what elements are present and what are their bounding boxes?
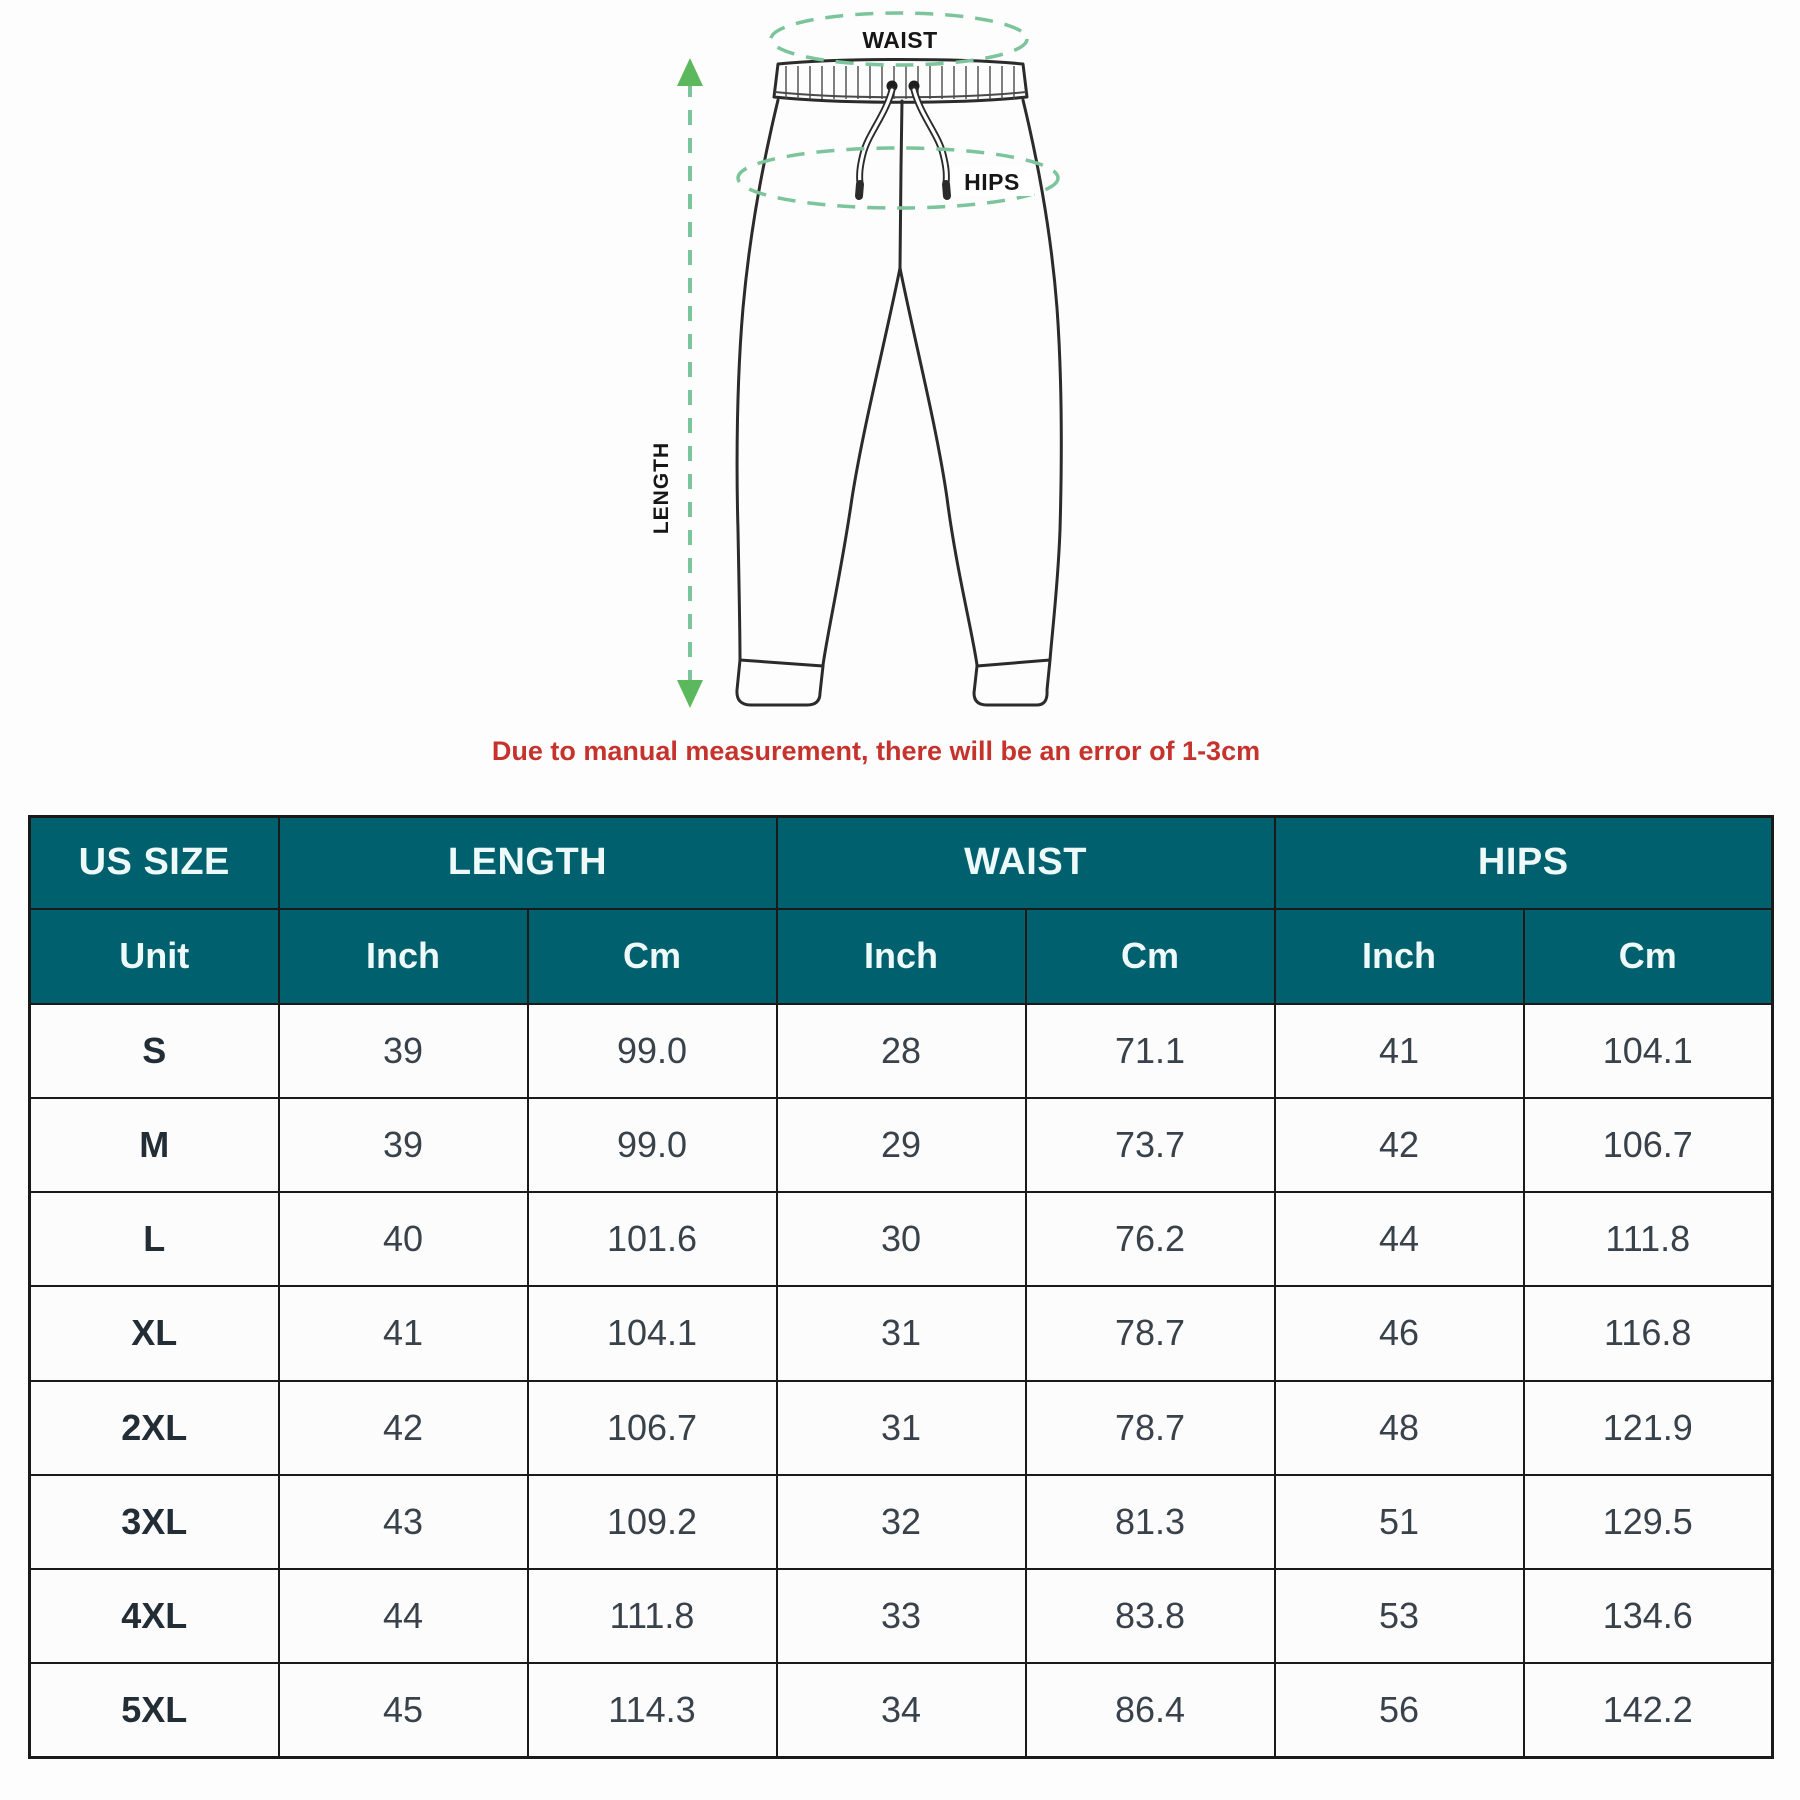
header-hips: HIPS — [1275, 817, 1773, 909]
unit-header-cell: Cm — [1026, 909, 1275, 1004]
length-arrow — [677, 58, 703, 708]
value-cell: 99.0 — [528, 1098, 777, 1192]
value-cell: 99.0 — [528, 1004, 777, 1098]
unit-header-cell: Unit — [30, 909, 279, 1004]
size-cell: 3XL — [30, 1475, 279, 1569]
table-row — [30, 1569, 1773, 1663]
table-row — [30, 1381, 1773, 1475]
size-cell: M — [30, 1098, 279, 1192]
value-cell: 106.7 — [528, 1381, 777, 1475]
header-waist: WAIST — [777, 817, 1275, 909]
value-cell: 106.7 — [1524, 1098, 1773, 1192]
unit-header-cell: Cm — [528, 909, 777, 1004]
size-cell: XL — [30, 1286, 279, 1380]
value-cell: 142.2 — [1524, 1663, 1773, 1757]
value-cell: 104.1 — [1524, 1004, 1773, 1098]
value-cell: 104.1 — [528, 1286, 777, 1380]
table-row — [30, 1286, 1773, 1380]
value-cell: 73.7 — [1026, 1098, 1275, 1192]
value-cell: 29 — [777, 1098, 1026, 1192]
size-cell: L — [30, 1192, 279, 1286]
value-cell: 33 — [777, 1569, 1026, 1663]
value-cell: 48 — [1275, 1381, 1524, 1475]
unit-header-cell: Cm — [1524, 909, 1773, 1004]
value-cell: 78.7 — [1026, 1286, 1275, 1380]
value-cell: 116.8 — [1524, 1286, 1773, 1380]
value-cell: 78.7 — [1026, 1381, 1275, 1475]
table-row — [30, 1192, 1773, 1286]
measurement-error-note: Due to manual measurement, there will be an error of 1-3cm — [491, 736, 1261, 766]
value-cell: 134.6 — [1524, 1569, 1773, 1663]
value-cell: 81.3 — [1026, 1475, 1275, 1569]
value-cell: 71.1 — [1026, 1004, 1275, 1098]
value-cell: 39 — [279, 1004, 528, 1098]
table-row — [30, 1004, 1773, 1098]
value-cell: 101.6 — [528, 1192, 777, 1286]
value-cell: 44 — [1275, 1192, 1524, 1286]
size-cell: S — [30, 1004, 279, 1098]
header-length: LENGTH — [279, 817, 777, 909]
hips-label: HIPS — [964, 169, 1020, 195]
value-cell: 51 — [1275, 1475, 1524, 1569]
value-cell: 42 — [279, 1381, 528, 1475]
value-cell: 28 — [777, 1004, 1026, 1098]
size-chart-table — [28, 815, 1774, 1759]
value-cell: 121.9 — [1524, 1381, 1773, 1475]
value-cell: 109.2 — [528, 1475, 777, 1569]
length-label: LENGTH — [650, 441, 673, 535]
size-cell: 2XL — [30, 1381, 279, 1475]
value-cell: 76.2 — [1026, 1192, 1275, 1286]
jogger-measurement-diagram — [580, 8, 1140, 710]
unit-header-cell: Inch — [279, 909, 528, 1004]
value-cell: 46 — [1275, 1286, 1524, 1380]
unit-header-cell: Inch — [1275, 909, 1524, 1004]
size-cell: 5XL — [30, 1663, 279, 1757]
value-cell: 86.4 — [1026, 1663, 1275, 1757]
value-cell: 34 — [777, 1663, 1026, 1757]
value-cell: 30 — [777, 1192, 1026, 1286]
value-cell: 41 — [279, 1286, 528, 1380]
value-cell: 42 — [1275, 1098, 1524, 1192]
table-row — [30, 1475, 1773, 1569]
table-header-group-row — [30, 817, 1773, 909]
value-cell: 40 — [279, 1192, 528, 1286]
value-cell: 31 — [777, 1381, 1026, 1475]
value-cell: 41 — [1275, 1004, 1524, 1098]
table-row — [30, 1098, 1773, 1192]
header-us-size: US SIZE — [30, 817, 279, 909]
value-cell: 114.3 — [528, 1663, 777, 1757]
value-cell: 53 — [1275, 1569, 1524, 1663]
size-cell: 4XL — [30, 1569, 279, 1663]
value-cell: 111.8 — [1524, 1192, 1773, 1286]
value-cell: 45 — [279, 1663, 528, 1757]
value-cell: 44 — [279, 1569, 528, 1663]
value-cell: 31 — [777, 1286, 1026, 1380]
value-cell: 111.8 — [528, 1569, 777, 1663]
table-unit-row — [30, 909, 1773, 1004]
waist-label: WAIST — [862, 27, 938, 53]
value-cell: 56 — [1275, 1663, 1524, 1757]
value-cell: 39 — [279, 1098, 528, 1192]
table-row — [30, 1663, 1773, 1757]
unit-header-cell: Inch — [777, 909, 1026, 1004]
value-cell: 129.5 — [1524, 1475, 1773, 1569]
value-cell: 83.8 — [1026, 1569, 1275, 1663]
value-cell: 43 — [279, 1475, 528, 1569]
size-table-body — [30, 1004, 1773, 1758]
value-cell: 32 — [777, 1475, 1026, 1569]
